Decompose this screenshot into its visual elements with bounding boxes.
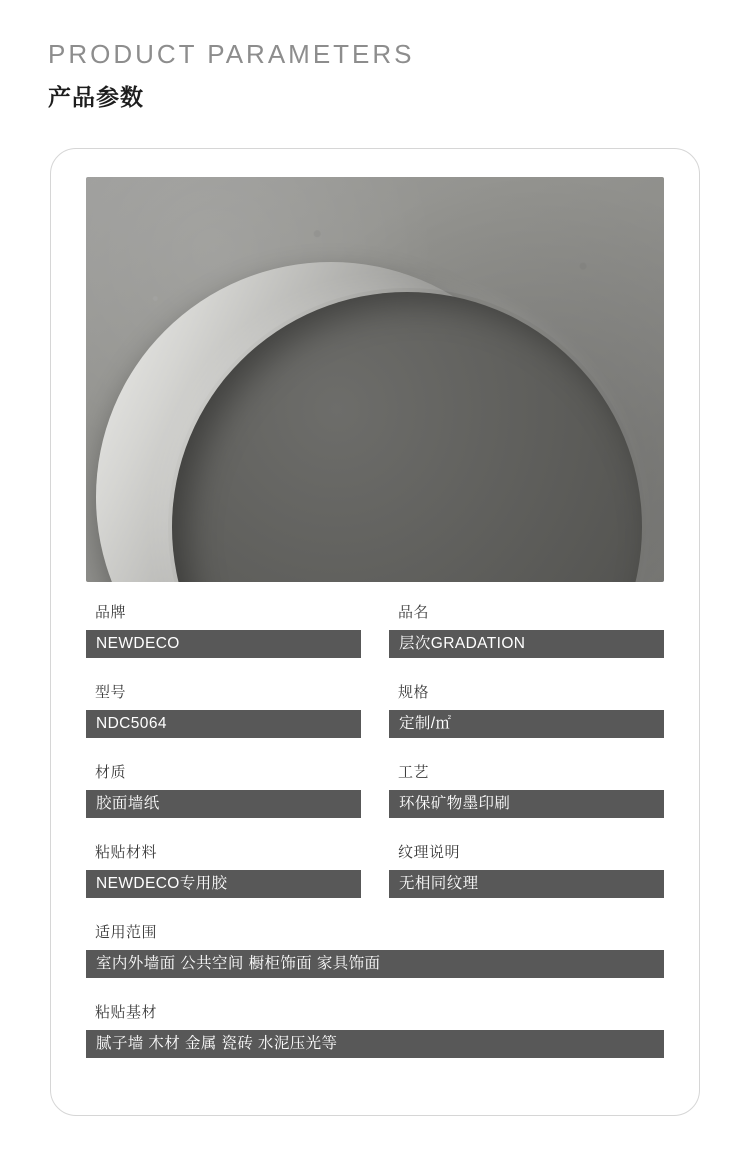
spec-row bbox=[86, 841, 664, 898]
spec-row bbox=[86, 761, 664, 818]
spec-label: 规格 bbox=[398, 684, 430, 701]
spec-label: 粘贴材料 bbox=[95, 844, 158, 861]
product-card bbox=[50, 148, 700, 1116]
spec-row bbox=[86, 601, 664, 658]
spec-cell-specification bbox=[389, 681, 664, 738]
spec-value: NEWDECO bbox=[86, 630, 361, 658]
spec-value: NEWDECO专用胶 bbox=[86, 870, 361, 898]
page-title-cn: 产品参数 bbox=[48, 83, 144, 110]
spec-value: 室内外墙面 公共空间 橱柜饰面 家具饰面 bbox=[86, 950, 664, 978]
spec-row bbox=[86, 1001, 664, 1058]
spec-cell-brand bbox=[86, 601, 361, 658]
spec-value: 腻子墙 木材 金属 瓷砖 水泥压光等 bbox=[86, 1030, 664, 1058]
spec-cell-adhesive bbox=[86, 841, 361, 898]
spec-row bbox=[86, 921, 664, 978]
spec-cell-model bbox=[86, 681, 361, 738]
spec-cell-craft bbox=[389, 761, 664, 818]
spec-label: 粘贴基材 bbox=[95, 1004, 158, 1021]
spec-label: 工艺 bbox=[398, 764, 430, 781]
spec-value: NDC5064 bbox=[86, 710, 361, 738]
spec-table bbox=[86, 601, 664, 1081]
spec-cell-material bbox=[86, 761, 361, 818]
spec-cell-substrate bbox=[86, 1001, 664, 1058]
page-title-en: PRODUCT PARAMETERS bbox=[48, 39, 415, 69]
spec-value: 层次GRADATION bbox=[389, 630, 664, 658]
spec-cell-application-scope bbox=[86, 921, 664, 978]
spec-label: 纹理说明 bbox=[398, 844, 461, 861]
spec-value: 无相同纹理 bbox=[389, 870, 664, 898]
spec-label: 品名 bbox=[398, 604, 430, 621]
spec-label: 品牌 bbox=[95, 604, 127, 621]
product-image bbox=[86, 177, 664, 582]
spec-cell-texture-note bbox=[389, 841, 664, 898]
spec-value: 胶面墙纸 bbox=[86, 790, 361, 818]
spec-value: 环保矿物墨印刷 bbox=[389, 790, 664, 818]
spec-value: 定制/㎡ bbox=[389, 710, 664, 738]
page-header bbox=[0, 0, 750, 112]
spec-label: 适用范围 bbox=[95, 924, 158, 941]
spec-row bbox=[86, 681, 664, 738]
spec-label: 型号 bbox=[95, 684, 127, 701]
spec-label: 材质 bbox=[95, 764, 127, 781]
spec-cell-product-name bbox=[389, 601, 664, 658]
